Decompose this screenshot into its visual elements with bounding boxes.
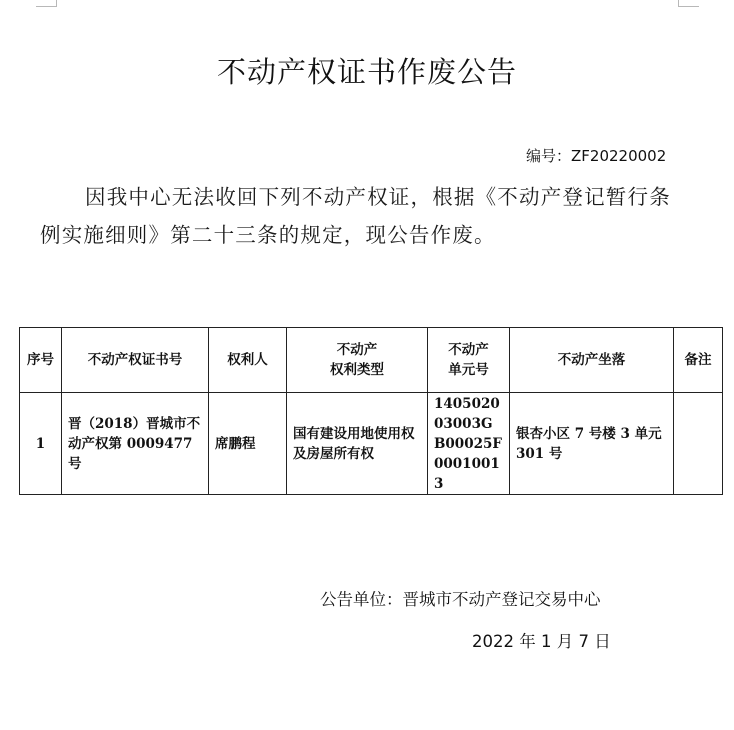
document-number-label: 编号： xyxy=(526,147,572,165)
header-unit-no-line1: 不动产 xyxy=(448,342,489,358)
header-holder: 权利人 xyxy=(209,328,287,393)
cell-unit-no: 140502003003GB00025F00010013 xyxy=(428,393,510,495)
cell-holder: 席鹏程 xyxy=(209,393,287,495)
table-row xyxy=(20,393,723,495)
header-location: 不动产坐落 xyxy=(510,328,674,393)
document-number xyxy=(526,145,666,166)
header-right-type xyxy=(287,328,428,393)
header-index: 序号 xyxy=(20,328,62,393)
header-unit-no-line2: 单元号 xyxy=(448,362,489,378)
cell-index: 1 xyxy=(20,393,62,495)
cell-right-type: 国有建设用地使用权及房屋所有权 xyxy=(287,393,428,495)
crop-mark-top-left xyxy=(36,0,57,7)
header-remarks: 备注 xyxy=(674,328,723,393)
announcement-body: 因我中心无法收回下列不动产权证，根据《不动产登记暂行条例实施细则》第二十三条的规定，现公告作废。 xyxy=(40,185,671,247)
header-unit-no xyxy=(428,328,510,393)
footer-unit-name: 晋城市不动产登记交易中心 xyxy=(402,590,601,609)
crop-mark-top-right xyxy=(678,0,699,7)
page-title: 不动产权证书作废公告 xyxy=(216,55,517,89)
footer-date: 2022 年 1 月 7 日 xyxy=(472,632,611,651)
cell-location: 银杏小区 7 号楼 3 单元 301 号 xyxy=(510,393,674,495)
header-cert-no: 不动产权证书号 xyxy=(62,328,209,393)
header-right-type-line2: 权利类型 xyxy=(330,362,384,378)
certificate-table xyxy=(19,327,723,495)
footer-unit-label: 公告单位： xyxy=(320,590,403,609)
document-number-value: ZF20220002 xyxy=(571,147,667,165)
table-header-row xyxy=(20,328,723,393)
cell-remarks xyxy=(674,393,723,495)
footer-issuing-unit xyxy=(320,586,601,610)
header-right-type-line1: 不动产 xyxy=(336,342,378,358)
cell-cert-no: 晋（2018）晋城市不动产权第 0009477 号 xyxy=(62,393,209,495)
